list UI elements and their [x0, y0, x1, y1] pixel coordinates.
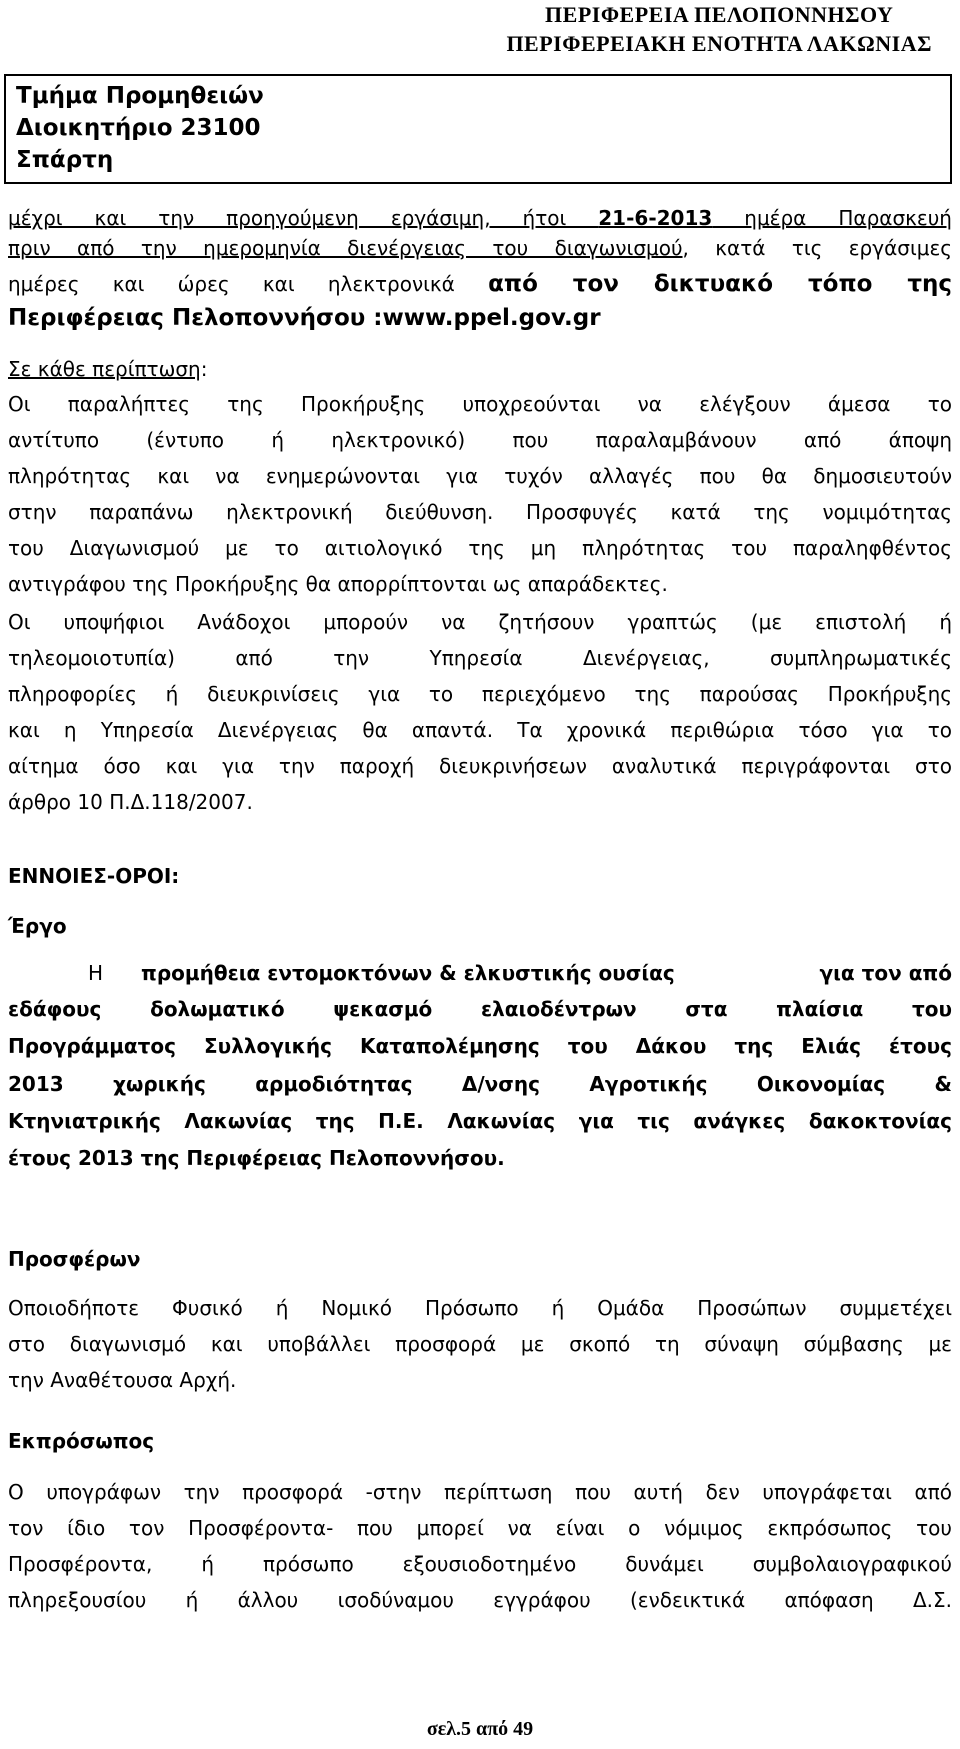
department-box — [4, 74, 952, 184]
ergo-line-6: έτους 2013 της Περιφέρειας Πελοποννήσου. — [8, 1146, 505, 1170]
term-bidder-title: Προσφέρων — [8, 1247, 141, 1271]
department-city: Σπάρτη — [16, 147, 114, 173]
candidates-line-3: πληροφορίες ή διευκρινίσεις για το περιεχόμενο της παρούσας Προκήρυξης — [8, 682, 952, 706]
ergo-line-2: εδάφους δολωματικό ψεκασμό ελαιοδέντρων στα πλαίσια του — [8, 997, 952, 1021]
page-number: σελ.5 από 49 — [426, 1718, 534, 1740]
terms-heading: ΕΝΝΟΙΕΣ-ΟΡΟΙ: — [8, 864, 180, 888]
case-line-1: Οι παραλήπτες της Προκήρυξης υποχρεούνται να ελέγξουν άμεσα το — [8, 392, 952, 416]
intro-line-3: ημέρες και ώρες και ηλεκτρονικά από τον δικτυακό τόπο της — [8, 271, 953, 297]
case-line-6: αντιγράφου της Προκήρυξης θα απορρίπτονται ως απαράδεκτες. — [8, 572, 668, 596]
term-rep-title: Εκπρόσωπος — [8, 1429, 155, 1453]
document-header — [506, 0, 932, 58]
bidder-line-2: στο διαγωνισμό και υποβάλλει προσφορά με σκοπό τη σύναψη σύμβασης με — [8, 1332, 952, 1356]
case-line-3: πληρότητας και να ενημερώνονται για τυχόν αλλαγές που θα δημοσιευτούν — [8, 464, 952, 488]
ergo-line-1: Η προμήθεια εντομοκτόνων & ελκυστικής ουσίας για τον από — [88, 961, 952, 985]
ergo-line-3: Προγράμματος Συλλογικής Καταπολέμησης του Δάκου της Ελιάς έτους — [8, 1034, 952, 1058]
department-address: Διοικητήριο 23100 — [16, 115, 261, 141]
rep-line-4: πληρεξουσίου ή άλλου ισοδύναμου εγγράφου (ενδεικτικά απόφαση Δ.Σ. — [8, 1588, 952, 1612]
intro-line-1: μέχρι και την προηγούμενη εργάσιμη, ήτοι 21-6-2013 ημέρα Παρασκευή — [8, 206, 952, 230]
rep-line-3: Προσφέροντα, ή πρόσωπο εξουσιοδοτημένο δυνάμει συμβολαιογραφικού — [8, 1552, 952, 1576]
candidates-line-5: αίτημα όσο και για την παροχή διευκρινήσεων αναλυτικά περιγράφονται στο — [8, 754, 952, 778]
case-line-5: του Διαγωνισμού με το αιτιολογικό της μη πληρότητας του παραληφθέντος — [8, 536, 952, 560]
intro-line-2: πριν από την ημερομηνία διενέργειας του διαγωνισμού, κατά τις εργάσιμες — [8, 236, 952, 260]
bidder-line-3: την Αναθέτουσα Αρχή. — [8, 1368, 237, 1392]
rep-line-2: τον ίδιο τον Προσφέροντα- που μπορεί να είναι ο νόμιμος εκπρόσωπος του — [8, 1516, 952, 1540]
candidates-line-4: και η Υπηρεσία Διενέργειας θα απαντά. Τα χρονικά περιθώρια τόσο για το — [8, 718, 952, 742]
region-title: ΠΕΡΙΦΕΡΕΙΑ ΠΕΛΟΠΟΝΝΗΣΟΥ — [545, 2, 894, 27]
case-heading: Σε κάθε περίπτωση: — [8, 357, 208, 381]
bidder-line-1: Οποιοδήποτε Φυσικό ή Νομικό Πρόσωπο ή Ομάδα Προσώπων συμμετέχει — [8, 1296, 952, 1320]
candidates-line-6: άρθρο 10 Π.Δ.118/2007. — [8, 790, 253, 814]
term-ergo-title: Έργο — [8, 914, 67, 938]
case-line-2: αντίτυπο (έντυπο ή ηλεκτρονικό) που παραλαμβάνουν από άποψη — [8, 428, 952, 452]
regional-unit-title: ΠΕΡΙΦΕΡΕΙΑΚΗ ΕΝΟΤΗΤΑ ΛΑΚΩΝΙΑΣ — [506, 31, 932, 56]
department-name: Τμήμα Προμηθειών — [16, 83, 264, 109]
candidates-line-2: τηλεομοιοτυπία) από την Υπηρεσία Διενέργειας, συμπληρωματικές — [8, 646, 952, 670]
intro-line-4: Περιφέρειας Πελοποννήσου :www.ppel.gov.gr — [8, 305, 601, 331]
case-line-4: στην παραπάνω ηλεκτρονική διεύθυνση. Προσφυγές κατά της νομιμότητας — [8, 500, 952, 524]
ergo-line-4: 2013 χωρικής αρμοδιότητας Δ/νσης Αγροτικής Οικονομίας & — [8, 1072, 952, 1096]
ergo-line-5: Κτηνιατρικής Λακωνίας της Π.Ε. Λακωνίας για τις ανάγκες δακοκτονίας — [8, 1109, 952, 1133]
rep-line-1: Ο υπογράφων την προσφορά -στην περίπτωση που αυτή δεν υπογράφεται από — [8, 1480, 952, 1504]
candidates-line-1: Οι υποψήφιοι Ανάδοχοι μπορούν να ζητήσουν γραπτώς (με επιστολή ή — [8, 610, 952, 634]
